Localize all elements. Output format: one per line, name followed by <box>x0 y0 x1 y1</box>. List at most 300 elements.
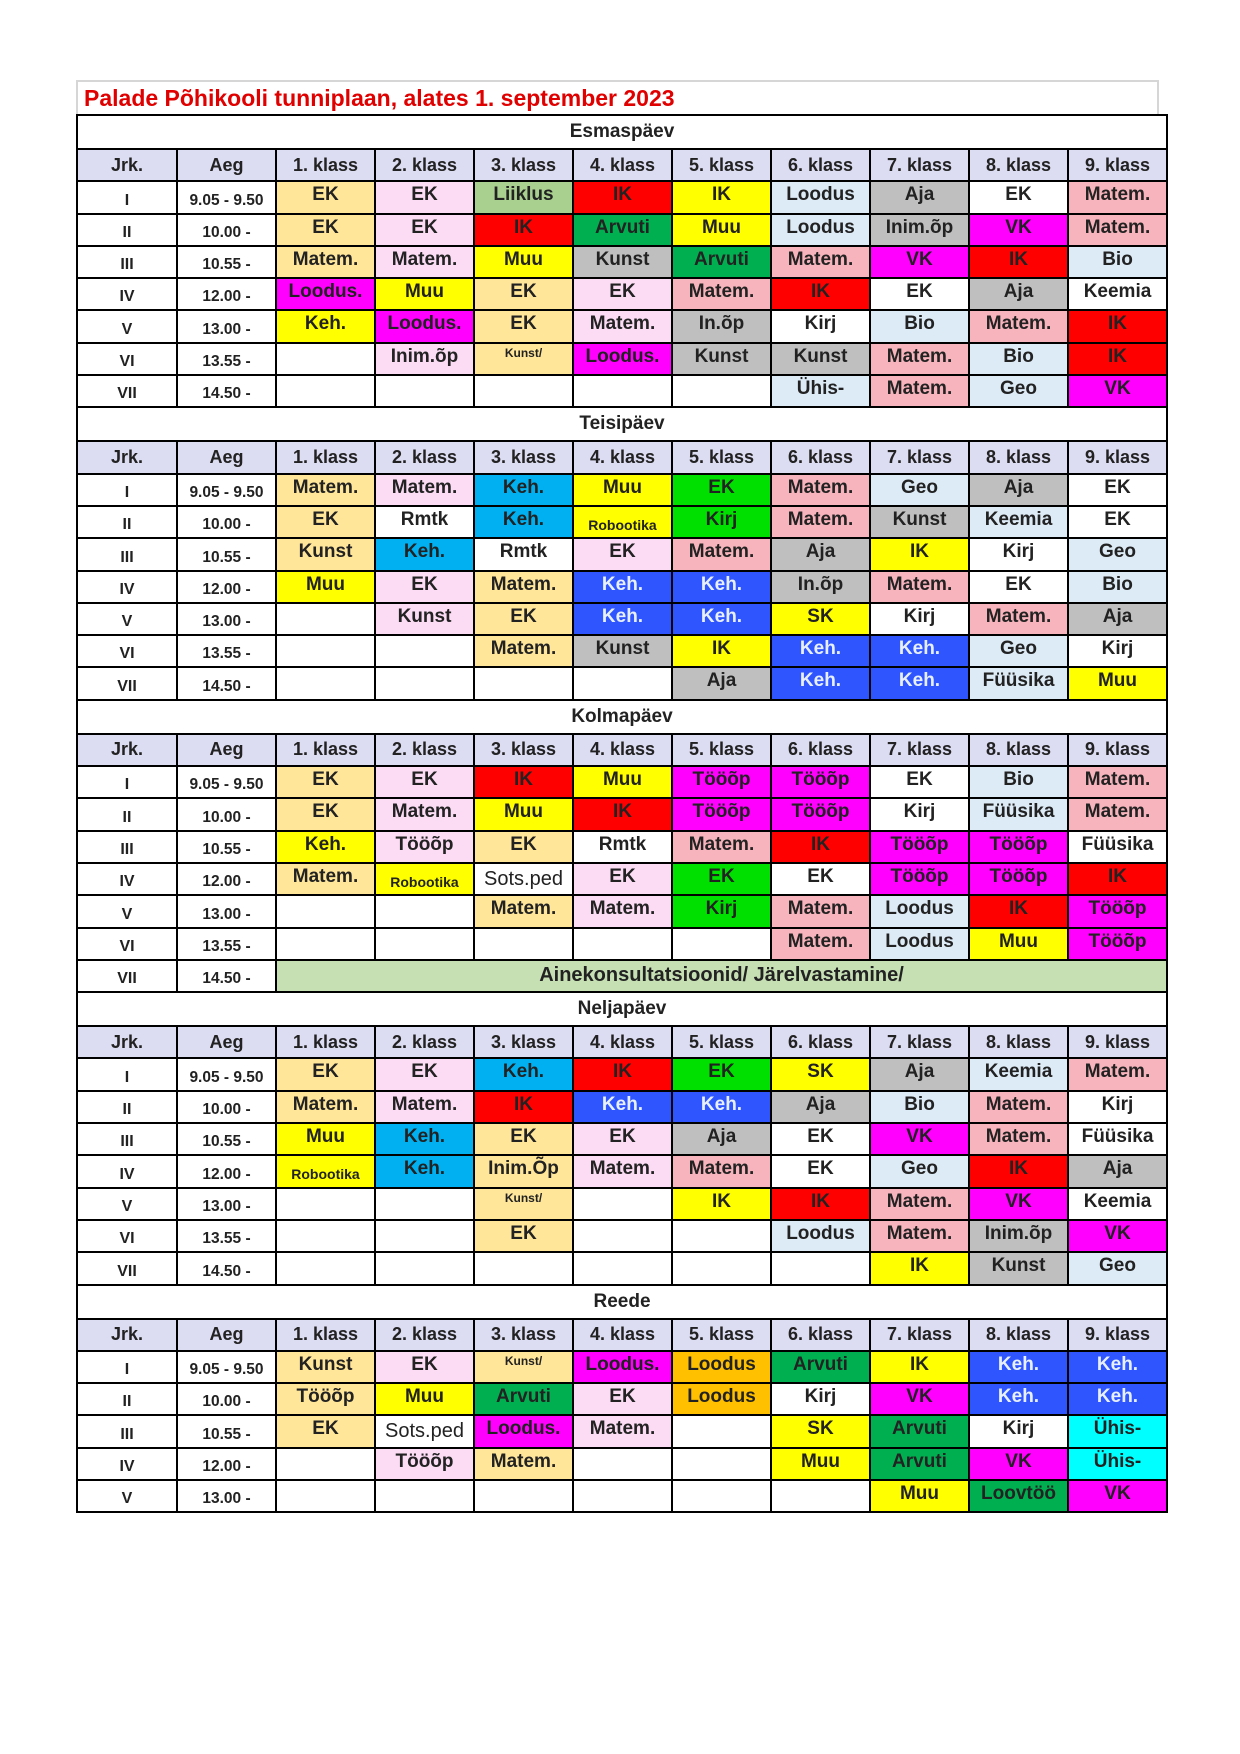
subject-cell-aja: Aja <box>870 1058 969 1090</box>
column-header-row <box>77 1026 1167 1058</box>
lesson-row <box>77 246 1167 278</box>
subject-cell-ik: IK <box>969 246 1068 278</box>
lesson-number: VII <box>77 667 177 699</box>
subject-cell-matem: Matem. <box>1068 214 1167 246</box>
lesson-time: 13.00 - <box>177 310 276 342</box>
lesson-number: II <box>77 798 177 830</box>
lesson-row <box>77 278 1167 310</box>
subject-cell-matem: Matem. <box>474 895 573 927</box>
subject-cell-empty <box>276 1188 375 1220</box>
lesson-number: IV <box>77 278 177 310</box>
subject-cell-keh: Keh. <box>375 1155 474 1187</box>
subject-cell-vk: VK <box>1068 1480 1167 1512</box>
subject-cell-ühis: Ühis- <box>771 375 870 407</box>
lesson-time: 9.05 - 9.50 <box>177 1351 276 1383</box>
consultation-banner: Ainekonsultatsioonid/ Järelvastamine/ <box>276 960 1167 992</box>
subject-cell-ek: EK <box>672 863 771 895</box>
subject-cell-ek: EK <box>276 214 375 246</box>
subject-cell-ik: IK <box>771 1188 870 1220</box>
subject-cell-muu: Muu <box>573 766 672 798</box>
subject-cell-matem: Matem. <box>573 1155 672 1187</box>
subject-cell-geo: Geo <box>1068 538 1167 570</box>
column-header: 1. klass <box>276 149 375 181</box>
subject-cell-empty <box>276 1480 375 1512</box>
subject-cell-loodus: Loodus. <box>573 1351 672 1383</box>
subject-cell-empty <box>573 1448 672 1480</box>
lesson-time: 10.00 - <box>177 1091 276 1123</box>
subject-cell-ek: EK <box>474 1220 573 1252</box>
subject-cell-muu: Muu <box>1068 667 1167 699</box>
subject-cell-geo: Geo <box>870 474 969 506</box>
timetable <box>76 114 1168 1513</box>
subject-cell-empty <box>276 667 375 699</box>
subject-cell-aja: Aja <box>771 1091 870 1123</box>
subject-cell-empty <box>672 1252 771 1284</box>
column-header: 2. klass <box>375 1319 474 1351</box>
subject-cell-keh: Keh. <box>870 667 969 699</box>
lesson-row <box>77 343 1167 375</box>
subject-cell-loovtöö: Loovtöö <box>969 1480 1068 1512</box>
subject-cell-ühis: Ühis- <box>1068 1415 1167 1447</box>
subject-cell-bio: Bio <box>870 310 969 342</box>
lesson-number: VI <box>77 1220 177 1252</box>
subject-cell-tööõp: Tööõp <box>870 831 969 863</box>
subject-cell-inim-õp: Inim.Õp <box>474 1155 573 1187</box>
lesson-time: 10.55 - <box>177 246 276 278</box>
subject-cell-empty <box>375 1252 474 1284</box>
subject-cell-kunst: Kunst <box>375 603 474 635</box>
subject-cell-ek: EK <box>474 831 573 863</box>
subject-cell-matem: Matem. <box>1068 1058 1167 1090</box>
subject-cell-füüsika: Füüsika <box>969 667 1068 699</box>
subject-cell-empty <box>276 928 375 960</box>
subject-cell-ek: EK <box>276 766 375 798</box>
subject-cell-arvuti: Arvuti <box>870 1415 969 1447</box>
subject-cell-matem: Matem. <box>771 895 870 927</box>
subject-cell-loodus: Loodus. <box>375 310 474 342</box>
subject-cell-empty <box>375 1480 474 1512</box>
lesson-row <box>77 1351 1167 1383</box>
subject-cell-empty <box>375 1220 474 1252</box>
subject-cell-muu: Muu <box>474 246 573 278</box>
lesson-time: 9.05 - 9.50 <box>177 474 276 506</box>
column-header-row <box>77 441 1167 473</box>
subject-cell-empty <box>573 667 672 699</box>
subject-cell-keh: Keh. <box>276 831 375 863</box>
subject-cell-ik: IK <box>672 1188 771 1220</box>
subject-cell-kirj: Kirj <box>672 506 771 538</box>
lesson-number: II <box>77 1383 177 1415</box>
lesson-row <box>77 474 1167 506</box>
subject-cell-ek: EK <box>375 766 474 798</box>
day-title: Esmaspäev <box>77 115 1167 149</box>
lesson-time: 13.55 - <box>177 928 276 960</box>
lesson-row <box>77 538 1167 570</box>
subject-cell-ek: EK <box>672 1058 771 1090</box>
lesson-time: 9.05 - 9.50 <box>177 1058 276 1090</box>
lesson-number: IV <box>77 863 177 895</box>
lesson-number: I <box>77 766 177 798</box>
lesson-row <box>77 831 1167 863</box>
subject-cell-loodus: Loodus <box>771 214 870 246</box>
column-header: Aeg <box>177 1026 276 1058</box>
subject-cell-ik: IK <box>1068 310 1167 342</box>
subject-cell-aja: Aja <box>1068 1155 1167 1187</box>
subject-cell-empty <box>474 1480 573 1512</box>
subject-cell-sk: SK <box>771 1415 870 1447</box>
subject-cell-empty <box>276 603 375 635</box>
column-header: 4. klass <box>573 734 672 766</box>
subject-cell-muu: Muu <box>276 571 375 603</box>
subject-cell-matem: Matem. <box>870 343 969 375</box>
lesson-row <box>77 1058 1167 1090</box>
subject-cell-muu: Muu <box>969 928 1068 960</box>
subject-cell-empty <box>375 1188 474 1220</box>
column-header: 4. klass <box>573 149 672 181</box>
subject-cell-empty <box>375 375 474 407</box>
subject-cell-ek: EK <box>1068 506 1167 538</box>
subject-cell-bio: Bio <box>1068 246 1167 278</box>
subject-cell-keh: Keh. <box>375 538 474 570</box>
subject-cell-inim-õp: Inim.õp <box>969 1220 1068 1252</box>
lesson-time: 13.00 - <box>177 603 276 635</box>
subject-cell-ik: IK <box>474 214 573 246</box>
subject-cell-vk: VK <box>969 1448 1068 1480</box>
column-header: Aeg <box>177 149 276 181</box>
lesson-row <box>77 1188 1167 1220</box>
subject-cell-ek: EK <box>276 1415 375 1447</box>
subject-cell-keh: Keh. <box>474 1058 573 1090</box>
lesson-row <box>77 895 1167 927</box>
subject-cell-kunst: Kunst/ <box>474 1188 573 1220</box>
subject-cell-empty <box>375 635 474 667</box>
lesson-row <box>77 1448 1167 1480</box>
subject-cell-empty <box>573 375 672 407</box>
subject-cell-keh: Keh. <box>672 603 771 635</box>
lesson-time: 13.55 - <box>177 635 276 667</box>
subject-cell-empty <box>474 1252 573 1284</box>
subject-cell-rmtk: Rmtk <box>375 506 474 538</box>
lesson-time: 10.00 - <box>177 214 276 246</box>
lesson-row <box>77 375 1167 407</box>
subject-cell-matem: Matem. <box>870 1188 969 1220</box>
subject-cell-ek: EK <box>276 798 375 830</box>
subject-cell-kirj: Kirj <box>969 1415 1068 1447</box>
subject-cell-empty <box>375 667 474 699</box>
subject-cell-vk: VK <box>969 214 1068 246</box>
subject-cell-aja: Aja <box>672 667 771 699</box>
lesson-row <box>77 181 1167 213</box>
subject-cell-keh: Keh. <box>969 1351 1068 1383</box>
subject-cell-tööõp: Tööõp <box>1068 928 1167 960</box>
subject-cell-ek: EK <box>276 1058 375 1090</box>
lesson-row <box>77 635 1167 667</box>
subject-cell-füüsika: Füüsika <box>1068 1123 1167 1155</box>
subject-cell-robootika: Robootika <box>573 506 672 538</box>
subject-cell-ik: IK <box>870 1351 969 1383</box>
subject-cell-arvuti: Arvuti <box>771 1351 870 1383</box>
lesson-number: III <box>77 1123 177 1155</box>
subject-cell-ek: EK <box>573 538 672 570</box>
subject-cell-matem: Matem. <box>375 1091 474 1123</box>
subject-cell-ik: IK <box>870 1252 969 1284</box>
subject-cell-ik: IK <box>672 635 771 667</box>
column-header: Jrk. <box>77 1319 177 1351</box>
subject-cell-bio: Bio <box>969 343 1068 375</box>
day-title: Reede <box>77 1285 1167 1319</box>
subject-cell-kunst: Kunst <box>969 1252 1068 1284</box>
lesson-row <box>77 1220 1167 1252</box>
column-header: 8. klass <box>969 149 1068 181</box>
subject-cell-kirj: Kirj <box>771 310 870 342</box>
subject-cell-muu: Muu <box>672 214 771 246</box>
subject-cell-matem: Matem. <box>870 571 969 603</box>
subject-cell-aja: Aja <box>870 181 969 213</box>
subject-cell-matem: Matem. <box>573 1415 672 1447</box>
subject-cell-aja: Aja <box>771 538 870 570</box>
subject-cell-ek: EK <box>771 1123 870 1155</box>
subject-cell-geo: Geo <box>870 1155 969 1187</box>
subject-cell-loodus: Loodus <box>672 1351 771 1383</box>
subject-cell-ik: IK <box>573 1058 672 1090</box>
lesson-row <box>77 863 1167 895</box>
subject-cell-empty <box>573 928 672 960</box>
subject-cell-ik: IK <box>672 181 771 213</box>
lesson-time: 10.55 - <box>177 831 276 863</box>
lesson-number: I <box>77 1058 177 1090</box>
subject-cell-matem: Matem. <box>969 1091 1068 1123</box>
lesson-number: V <box>77 310 177 342</box>
lesson-time: 12.00 - <box>177 571 276 603</box>
subject-cell-arvuti: Arvuti <box>672 246 771 278</box>
lesson-number: II <box>77 506 177 538</box>
column-header: 4. klass <box>573 1319 672 1351</box>
column-header: 1. klass <box>276 441 375 473</box>
lesson-number: IV <box>77 1155 177 1187</box>
lesson-row <box>77 603 1167 635</box>
subject-cell-keh: Keh. <box>672 1091 771 1123</box>
day-heading-row <box>77 407 1167 441</box>
subject-cell-empty <box>375 895 474 927</box>
subject-cell-matem: Matem. <box>1068 766 1167 798</box>
subject-cell-ik: IK <box>771 278 870 310</box>
document-title: Palade Põhikooli tunniplaan, alates 1. september 2023 <box>76 80 1159 114</box>
column-header: 8. klass <box>969 1319 1068 1351</box>
lesson-number: VI <box>77 635 177 667</box>
subject-cell-tööõp: Tööõp <box>1068 895 1167 927</box>
subject-cell-muu: Muu <box>573 474 672 506</box>
subject-cell-ek: EK <box>969 571 1068 603</box>
lesson-number: II <box>77 214 177 246</box>
subject-cell-empty <box>276 375 375 407</box>
subject-cell-empty <box>573 1220 672 1252</box>
column-header: 9. klass <box>1068 441 1167 473</box>
column-header: 5. klass <box>672 734 771 766</box>
subject-cell-ik: IK <box>969 1155 1068 1187</box>
column-header: 3. klass <box>474 734 573 766</box>
column-header-row <box>77 734 1167 766</box>
subject-cell-keh: Keh. <box>1068 1351 1167 1383</box>
subject-cell-matem: Matem. <box>771 474 870 506</box>
subject-cell-keh: Keh. <box>573 603 672 635</box>
subject-cell-ek: EK <box>276 181 375 213</box>
lesson-number: VI <box>77 343 177 375</box>
subject-cell-matem: Matem. <box>276 246 375 278</box>
subject-cell-matem: Matem. <box>375 798 474 830</box>
lesson-number: V <box>77 603 177 635</box>
subject-cell-loodus: Loodus <box>870 895 969 927</box>
subject-cell-empty <box>771 1480 870 1512</box>
subject-cell-muu: Muu <box>474 798 573 830</box>
lesson-row <box>77 571 1167 603</box>
subject-cell-vk: VK <box>870 1123 969 1155</box>
lesson-time: 9.05 - 9.50 <box>177 181 276 213</box>
lesson-time: 12.00 - <box>177 1155 276 1187</box>
column-header: 7. klass <box>870 1026 969 1058</box>
lesson-row <box>77 928 1167 960</box>
subject-cell-empty <box>672 1448 771 1480</box>
lesson-time: 13.55 - <box>177 1220 276 1252</box>
column-header: 4. klass <box>573 441 672 473</box>
subject-cell-kirj: Kirj <box>1068 635 1167 667</box>
subject-cell-empty <box>573 1252 672 1284</box>
subject-cell-keh: Keh. <box>474 506 573 538</box>
day-heading-row <box>77 992 1167 1026</box>
subject-cell-ek: EK <box>375 214 474 246</box>
subject-cell-keemia: Keemia <box>969 506 1068 538</box>
subject-cell-ek: EK <box>474 603 573 635</box>
subject-cell-liiklus: Liiklus <box>474 181 573 213</box>
day-heading-row <box>77 115 1167 149</box>
subject-cell-matem: Matem. <box>870 375 969 407</box>
lesson-number: I <box>77 1351 177 1383</box>
day-title: Neljapäev <box>77 992 1167 1026</box>
subject-cell-matem: Matem. <box>672 1155 771 1187</box>
column-header: Aeg <box>177 734 276 766</box>
subject-cell-in-õp: In.õp <box>672 310 771 342</box>
subject-cell-ik: IK <box>870 538 969 570</box>
lesson-number: I <box>77 474 177 506</box>
subject-cell-kunst: Kunst/ <box>474 343 573 375</box>
subject-cell-matem: Matem. <box>276 863 375 895</box>
subject-cell-ek: EK <box>573 1383 672 1415</box>
subject-cell-empty <box>474 928 573 960</box>
subject-cell-bio: Bio <box>969 766 1068 798</box>
subject-cell-empty <box>771 1252 870 1284</box>
column-header: 8. klass <box>969 734 1068 766</box>
lesson-time: 12.00 - <box>177 278 276 310</box>
lesson-number: V <box>77 1480 177 1512</box>
subject-cell-ek: EK <box>375 1058 474 1090</box>
lesson-time: 10.00 - <box>177 798 276 830</box>
subject-cell-keh: Keh. <box>474 474 573 506</box>
subject-cell-empty <box>573 1480 672 1512</box>
lesson-row <box>77 1091 1167 1123</box>
subject-cell-arvuti: Arvuti <box>474 1383 573 1415</box>
lesson-number: III <box>77 538 177 570</box>
column-header: 9. klass <box>1068 734 1167 766</box>
subject-cell-kunst: Kunst <box>573 635 672 667</box>
subject-cell-loodus: Loodus. <box>573 343 672 375</box>
lesson-number: VII <box>77 375 177 407</box>
subject-cell-matem: Matem. <box>276 1091 375 1123</box>
lesson-row <box>77 1480 1167 1512</box>
subject-cell-ik: IK <box>474 1091 573 1123</box>
subject-cell-matem: Matem. <box>969 603 1068 635</box>
subject-cell-kirj: Kirj <box>969 538 1068 570</box>
subject-cell-ek: EK <box>573 278 672 310</box>
subject-cell-geo: Geo <box>1068 1252 1167 1284</box>
lesson-number: V <box>77 895 177 927</box>
lesson-number: I <box>77 181 177 213</box>
lesson-number: III <box>77 1415 177 1447</box>
subject-cell-tööõp: Tööõp <box>672 798 771 830</box>
subject-cell-matem: Matem. <box>771 928 870 960</box>
subject-cell-tööõp: Tööõp <box>276 1383 375 1415</box>
lesson-time: 13.00 - <box>177 1188 276 1220</box>
subject-cell-matem: Matem. <box>969 1123 1068 1155</box>
column-header: 6. klass <box>771 441 870 473</box>
subject-cell-vk: VK <box>870 246 969 278</box>
day-heading-row <box>77 1285 1167 1319</box>
subject-cell-matem: Matem. <box>672 831 771 863</box>
subject-cell-rmtk: Rmtk <box>573 831 672 863</box>
subject-cell-loodus: Loodus. <box>474 1415 573 1447</box>
subject-cell-empty <box>276 1448 375 1480</box>
subject-cell-ek: EK <box>474 310 573 342</box>
subject-cell-keh: Keh. <box>771 667 870 699</box>
subject-cell-ik: IK <box>474 766 573 798</box>
subject-cell-tööõp: Tööõp <box>969 831 1068 863</box>
subject-cell-ühis: Ühis- <box>1068 1448 1167 1480</box>
subject-cell-empty <box>672 928 771 960</box>
lesson-time: 9.05 - 9.50 <box>177 766 276 798</box>
subject-cell-keh: Keh. <box>573 1091 672 1123</box>
lesson-row <box>77 214 1167 246</box>
subject-cell-empty <box>474 667 573 699</box>
subject-cell-vk: VK <box>1068 1220 1167 1252</box>
column-header: 9. klass <box>1068 1319 1167 1351</box>
subject-cell-sk: SK <box>771 1058 870 1090</box>
column-header: 2. klass <box>375 734 474 766</box>
subject-cell-keh: Keh. <box>1068 1383 1167 1415</box>
subject-cell-loodus: Loodus. <box>276 278 375 310</box>
subject-cell-füüsika: Füüsika <box>969 798 1068 830</box>
subject-cell-sk: SK <box>771 603 870 635</box>
subject-cell-ek: EK <box>474 278 573 310</box>
subject-cell-bio: Bio <box>870 1091 969 1123</box>
subject-cell-vk: VK <box>1068 375 1167 407</box>
column-header: 7. klass <box>870 149 969 181</box>
lesson-time: 12.00 - <box>177 863 276 895</box>
column-header: 8. klass <box>969 441 1068 473</box>
lesson-time: 13.00 - <box>177 895 276 927</box>
subject-cell-kirj: Kirj <box>771 1383 870 1415</box>
subject-cell-tööõp: Tööõp <box>870 863 969 895</box>
subject-cell-ek: EK <box>276 506 375 538</box>
subject-cell-tööõp: Tööõp <box>375 1448 474 1480</box>
subject-cell-muu: Muu <box>276 1123 375 1155</box>
column-header: 5. klass <box>672 149 771 181</box>
column-header: 5. klass <box>672 1319 771 1351</box>
subject-cell-matem: Matem. <box>969 310 1068 342</box>
lesson-row <box>77 310 1167 342</box>
subject-cell-kirj: Kirj <box>870 798 969 830</box>
subject-cell-aja: Aja <box>969 474 1068 506</box>
column-header: 2. klass <box>375 149 474 181</box>
subject-cell-tööõp: Tööõp <box>672 766 771 798</box>
column-header: 2. klass <box>375 441 474 473</box>
